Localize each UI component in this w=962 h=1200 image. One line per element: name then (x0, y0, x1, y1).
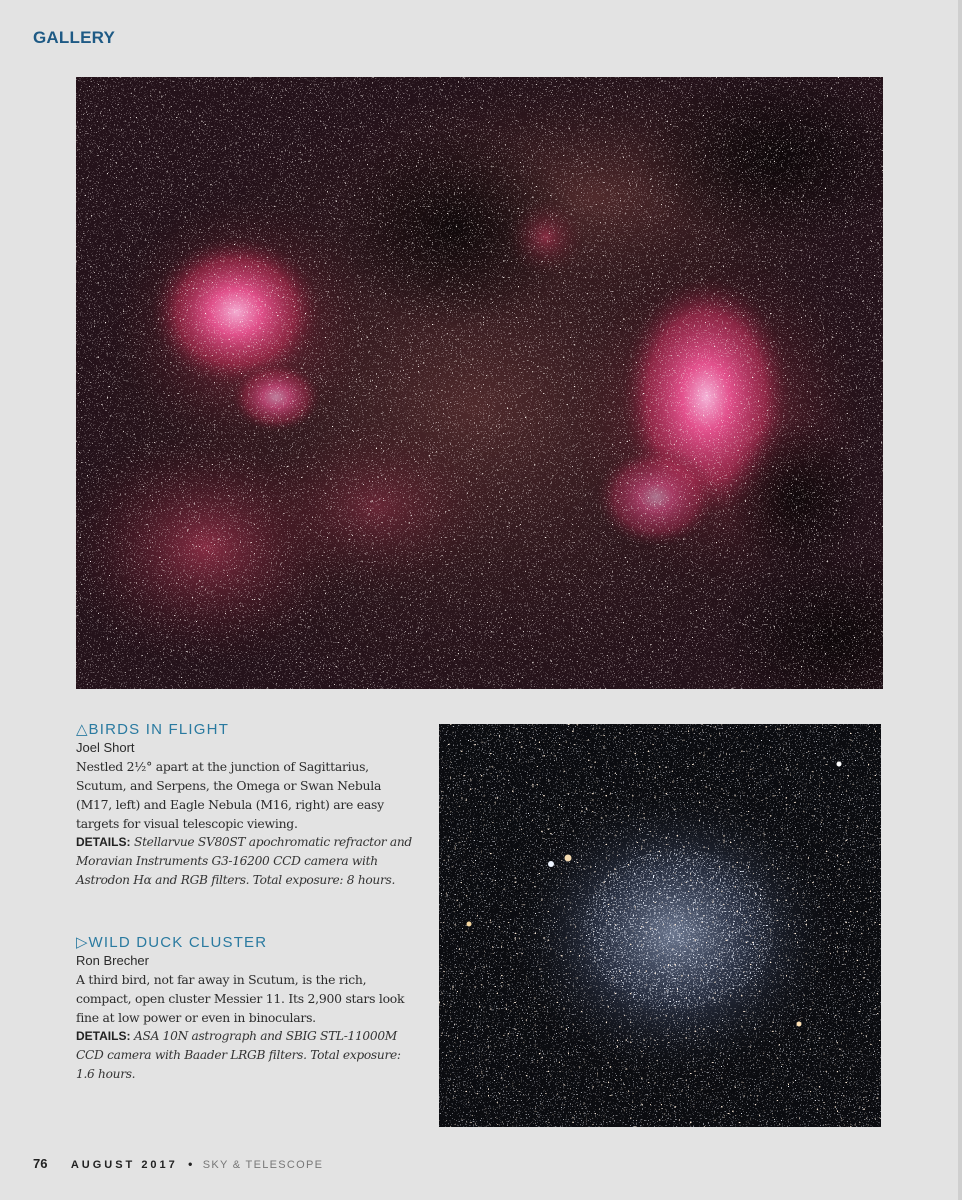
caption-birds-in-flight (76, 721, 416, 890)
page-footer (33, 1156, 323, 1171)
nebula-image (76, 77, 883, 689)
details-label: DETAILS: (76, 1029, 131, 1043)
triangle-right-icon: ▷ (76, 934, 88, 951)
caption-details: DETAILS: Stellarvue SV80ST apochromatic refractor and Moravian Instruments G3-16200 CCD camera with Astrodon Hα and RGB filters. Total exposure: 8 hours. (76, 835, 412, 887)
caption-body: Nestled 2½° apart at the junction of Sagittarius, Scutum, and Serpens, the Omega or Swan Nebula (M17, left) and Eagle Nebula (M16, right) are easy targets for visual telescopic viewing. (76, 759, 384, 831)
separator-bullet: • (188, 1157, 193, 1171)
triangle-up-icon: △ (76, 721, 88, 738)
cluster-photo (439, 724, 881, 1127)
caption-title: △BIRDS IN FLIGHT (76, 721, 230, 738)
caption-body: A third bird, not far away in Scutum, is the rich, compact, open cluster Messier 11. Its 2,900 stars look fine at low power or even in binoculars. (76, 972, 405, 1025)
star-cluster-image (439, 724, 881, 1127)
magazine-name: SKY & TELESCOPE (202, 1159, 324, 1171)
caption-details: DETAILS: ASA 10N astrograph and SBIG STL-11000M CCD camera with Baader LRGB filters. Total exposure: 1.6 hours. (76, 1029, 401, 1081)
details-label: DETAILS: (76, 835, 131, 849)
section-title: GALLERY (33, 28, 115, 47)
page-number: 76 (33, 1156, 48, 1171)
caption-title: ▷WILD DUCK CLUSTER (76, 934, 268, 951)
page-edge (958, 0, 962, 1200)
caption-wild-duck-cluster (76, 934, 416, 1084)
caption-author: Ron Brecher (76, 953, 149, 968)
caption-author: Joel Short (76, 740, 135, 755)
nebula-photo (76, 77, 883, 689)
issue-date: AUGUST 2017 (70, 1159, 178, 1171)
